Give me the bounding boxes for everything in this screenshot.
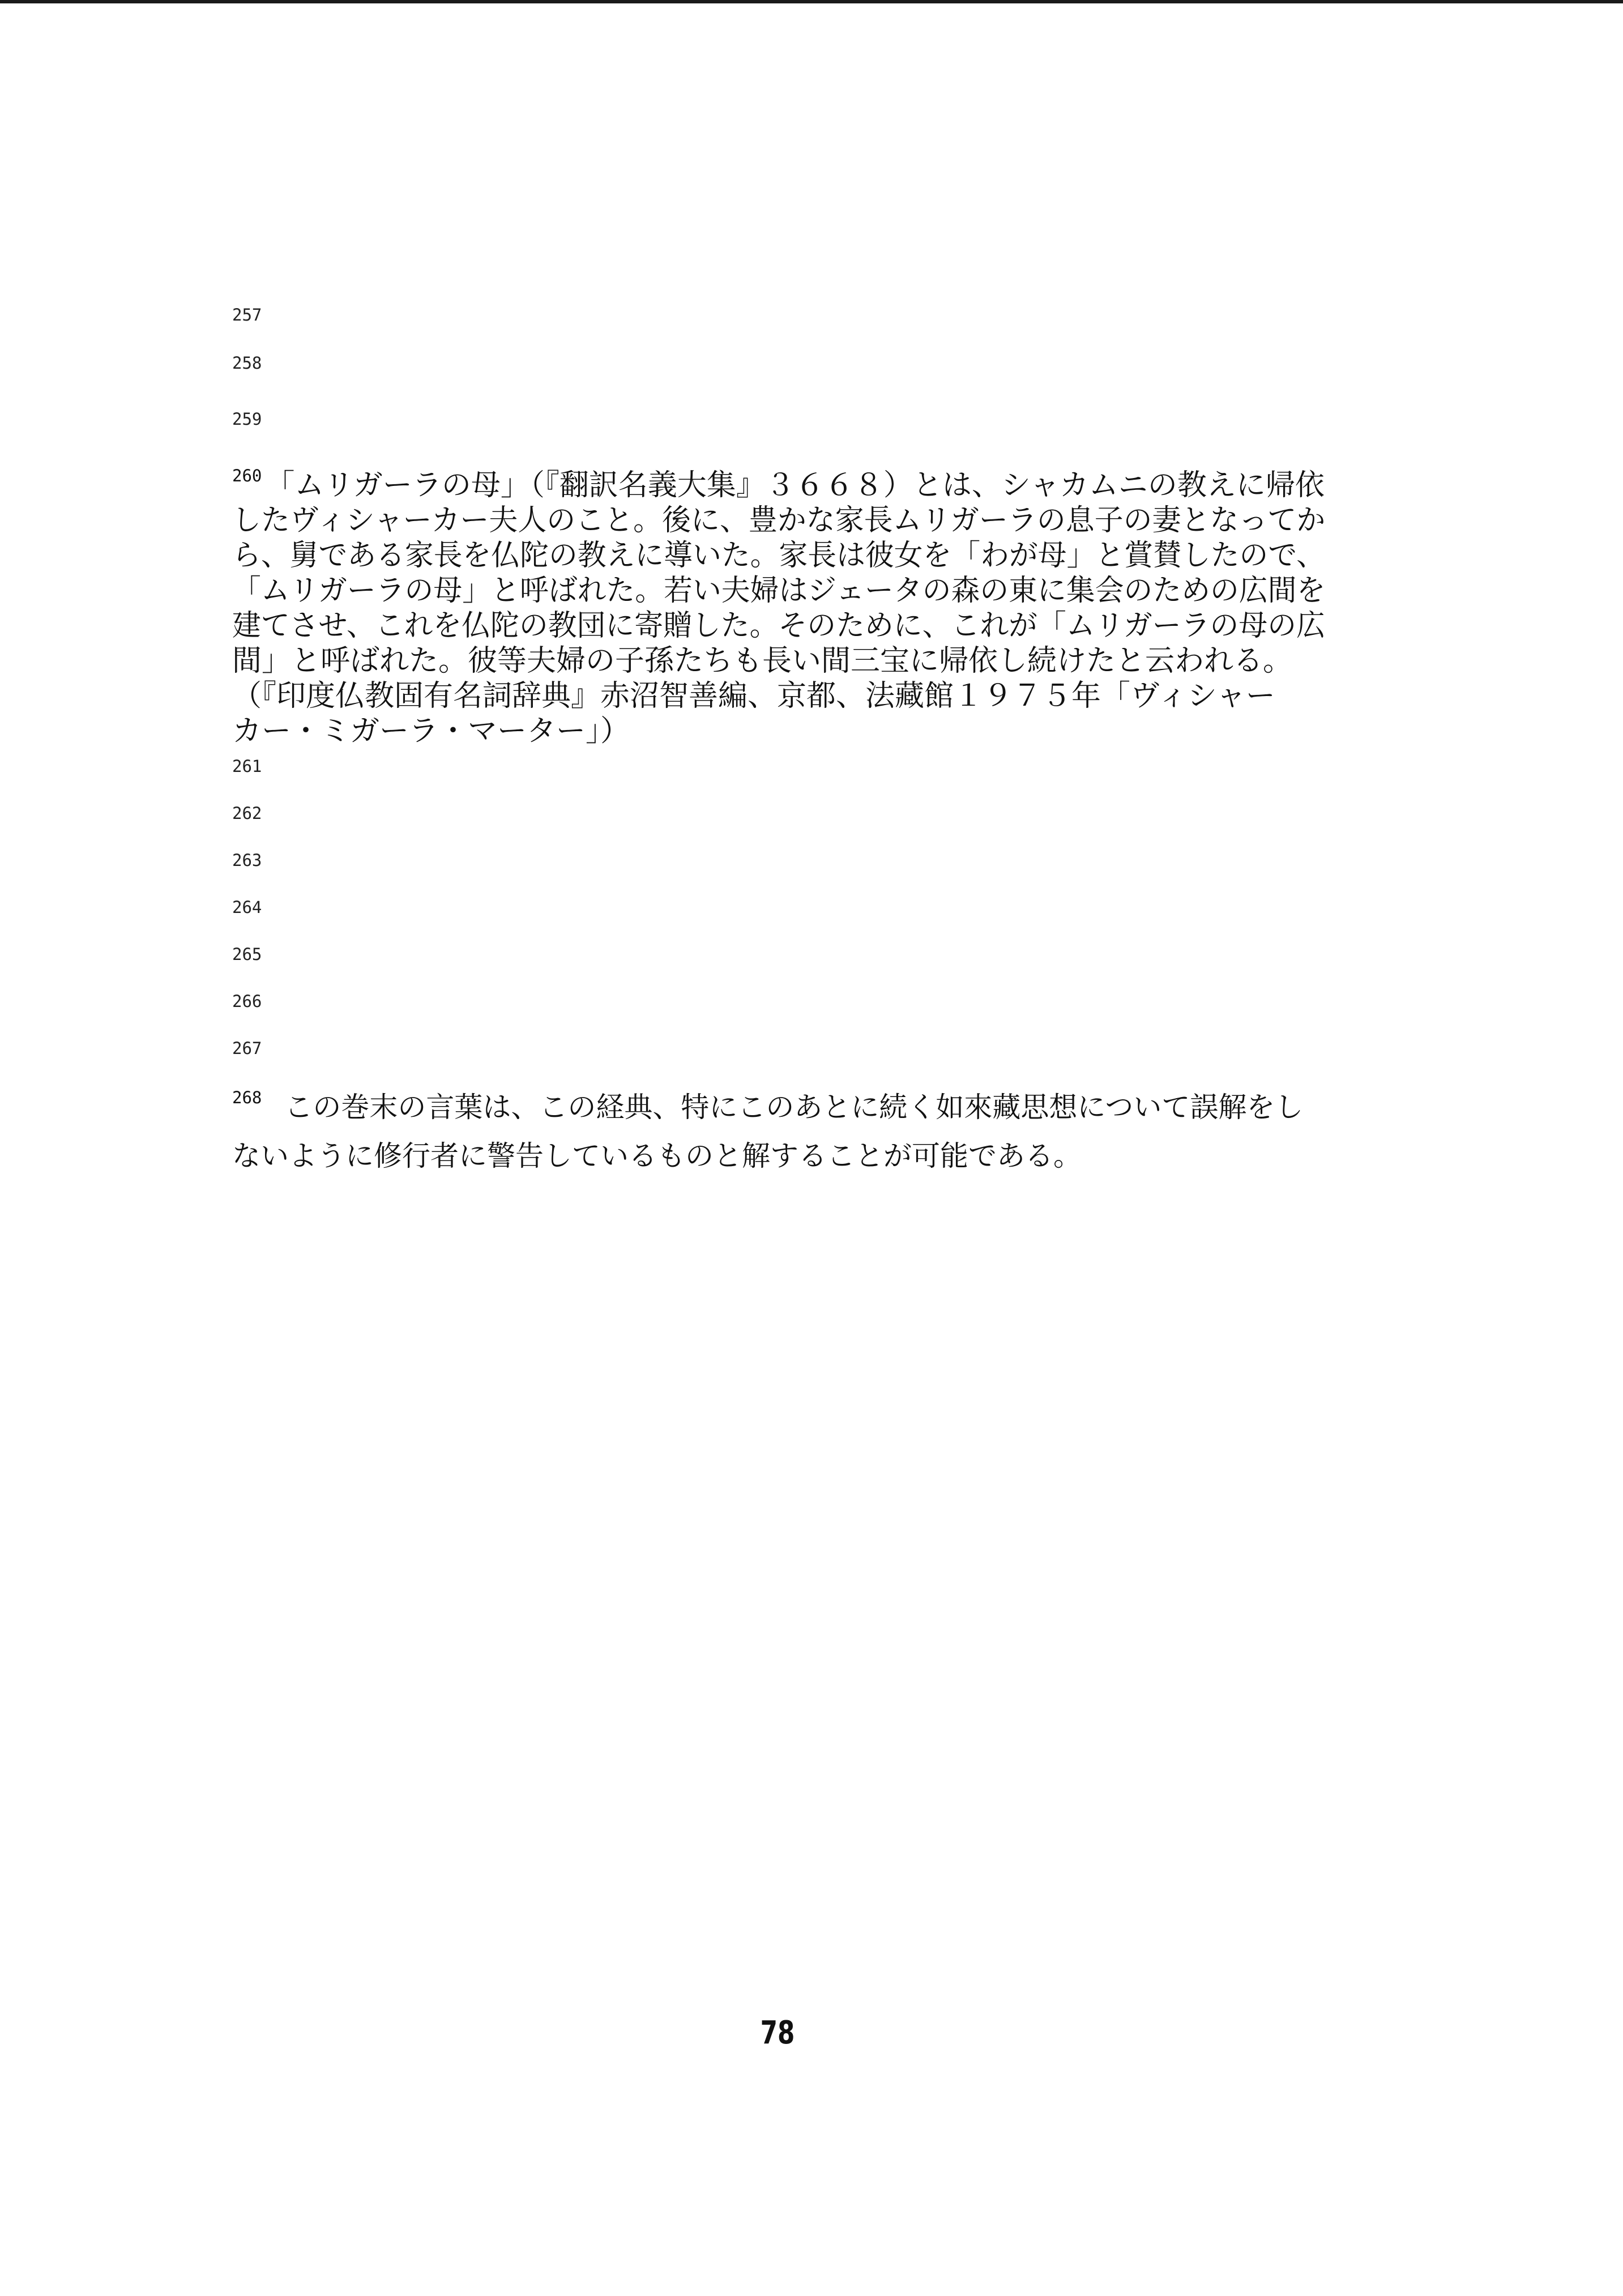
footnote-line: カー・ミガーラ・マーター」）: [232, 714, 630, 748]
page-number: 78: [760, 2015, 795, 2051]
footnote-line: 間」と呼ばれた。彼等夫婦の子孫たちも長い間三宝に帰依し続けたと云われる。: [232, 644, 1293, 678]
note-number-259: 259: [232, 409, 262, 429]
footnote-text: 「ムリガーラの母」（『翻訳名義大集』３６６８）とは、シャカムニの教えに帰依: [265, 468, 1325, 502]
footnote-line: ないように修行者に警告しているものと解することが可能である。: [232, 1140, 1082, 1172]
note-number-261: 261: [232, 757, 262, 776]
footnote-line: （『印度仏教固有名詞辞典』赤沼智善編、京都、法藏館１９７５年「ヴィシャー: [232, 679, 1275, 713]
footnote-line: [232, 1083, 1325, 1132]
footnote-268: [232, 1083, 1325, 1180]
footnote-line: ら、舅である家長を仏陀の教えに導いた。家長は彼女を「わが母」と賞賛したので、: [232, 539, 1325, 573]
footnote-number: 260: [232, 466, 262, 485]
note-number-263: 263: [232, 851, 262, 870]
footnote-number: 268: [232, 1088, 262, 1107]
note-number-258: 258: [232, 353, 262, 373]
note-number-257: 257: [232, 305, 262, 325]
footnote-text: この巻末の言葉は、この経典、特にこのあとに続く如來藏思想について誤解をし: [284, 1091, 1304, 1124]
footnote-line: 建てさせ、これを仏陀の教団に寄贈した。そのために、これが「ムリガーラの母の広: [232, 609, 1325, 643]
footnote-line: したヴィシャーカー夫人のこと。後に、豊かな家長ムリガーラの息子の妻となってか: [232, 503, 1326, 537]
footnote-line: 「ムリガーラの母」と呼ばれた。若い夫婦はジェータの森の東に集会のための広間を: [232, 574, 1326, 608]
note-number-267: 267: [232, 1039, 262, 1058]
footnote-260: [232, 468, 1325, 749]
note-number-262: 262: [232, 804, 262, 823]
note-number-266: 266: [232, 992, 262, 1011]
footnote-line: [232, 468, 1325, 503]
note-number-264: 264: [232, 898, 262, 917]
top-border-line: [0, 0, 1623, 3]
note-number-265: 265: [232, 945, 262, 964]
